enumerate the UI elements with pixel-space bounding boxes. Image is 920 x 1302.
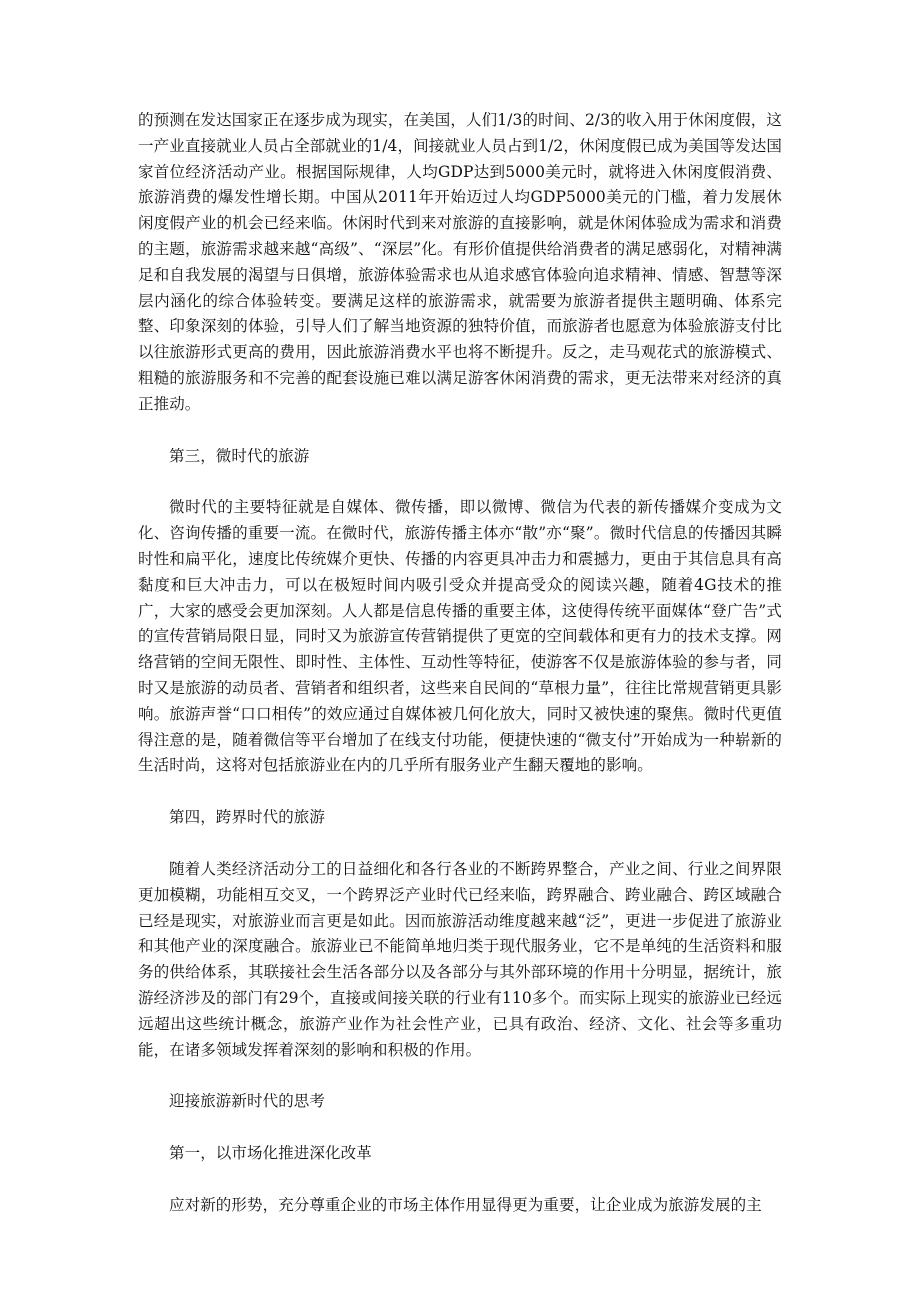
paragraph-market-reform: 应对新的形势，充分尊重企业的市场主体作用显得更为重要，让企业成为旅游发展的主: [169, 1195, 762, 1214]
section-heading-micro-era: 第三，微时代的旅游: [169, 446, 310, 465]
section-heading-market-reform: 第一，以市场化推进深化改革: [169, 1144, 372, 1163]
document-body: [138, 108, 782, 1219]
section-heading-reflections: 迎接旅游新时代的思考: [169, 1092, 326, 1111]
paragraph-micro-era: 微时代的主要特征就是自媒体、微传播，即以微博、微信为代表的新传播媒介变成为文化、咨询传播的重要一流。在微时代，旅游传播主体亦“散”亦“聚”。微时代信息的传播因其瞬时性和扁平化，速度比传统媒介更快、传播的内容更具冲击力和震撼力，更由于其信息具有高黏度和巨大冲击力，可以在极短时间内吸引受众并提高受众的阅读兴趣，随着4G技术的推广，大家的感受会更加深刻。人人都是信息传播的重要主体，这使得传统平面媒体“登广告”式的宣传营销局限日显，同时又为旅游宣传营销提供了更宽的空间载体和更有力的技术支撑。网络营销的空间无限性、即时性、主体性、互动性等特征，使游客不仅是旅游体验的参与者，同时又是旅游的动员者、营销者和组织者，这些来自民间的“草根力量”，往往比常规营销更具影响。旅游声誉“口口相传”的效应通过自媒体被几何化放大，同时又被快速的聚焦。微时代更值得注意的是，随着微信等平台增加了在线支付功能，便捷快速的“微支付”开始成为一种崭新的生活时尚，这将对包括旅游业在内的几乎所有服务业产生翻天覆地的影响。: [138, 498, 782, 775]
section-heading-cross-border-era: 第四，跨界时代的旅游: [169, 808, 326, 827]
paragraph-cross-border-era: 随着人类经济活动分工的日益细化和各行各业的不断跨界整合，产业之间、行业之间界限更加模糊，功能相互交叉，一个跨界泛产业时代已经来临，跨界融合、跨业融合、跨区域融合已经是现实，对旅游业而言更是如此。因而旅游活动维度越来越“泛”，更进一步促进了旅游业和其他产业的深度融合。旅游业已不能简单地归类于现代服务业，它不是单纯的生活资料和服务的供给体系，其联接社会生活各部分以及各部分与其外部环境的作用十分明显，据统计，旅游经济涉及的部门有29个，直接或间接关联的行业有110多个。而实际上现实的旅游业已经远远超出这些统计概念，旅游产业作为社会性产业，已具有政治、经济、文化、社会等多重功能，在诸多领域发挥着深刻的影响和积极的作用。: [138, 859, 782, 1059]
paragraph-leisure-era-continued: 的预测在发达国家正在逐步成为现实，在美国，人们1/3的时间、2/3的收入用于休闲度假，这一产业直接就业人员占全部就业的1/4，间接就业人员占到1/2，休闲度假已成为美国等发达国家首位经济活动产业。根据国际规律，人均GDP达到5000美元时，就将进入休闲度假消费、旅游消费的爆发性增长期。中国从2011年开始迈过人均GDP5000美元的门槛，着力发展休闲度假产业的机会已经来临。休闲时代到来对旅游的直接影响，就是休闲体验成为需求和消费的主题，旅游需求越来越“高级”、“深层”化。有形价值提供给消费者的满足感弱化，对精神满足和自我发展的渴望与日俱增，旅游体验需求也从追求感官体验向追求精神、情感、智慧等深层内涵化的综合体验转变。要满足这样的旅游需求，就需要为旅游者提供主题明确、体系完整、印象深刻的体验，引导人们了解当地资源的独特价值，而旅游者也愿意为体验旅游支付比以往旅游形式更高的费用，因此旅游消费水平也将不断提升。反之，走马观花式的旅游模式、粗糙的旅游服务和不完善的配套设施已难以满足游客休闲消费的需求，更无法带来对经济的真正推动。: [138, 111, 782, 413]
